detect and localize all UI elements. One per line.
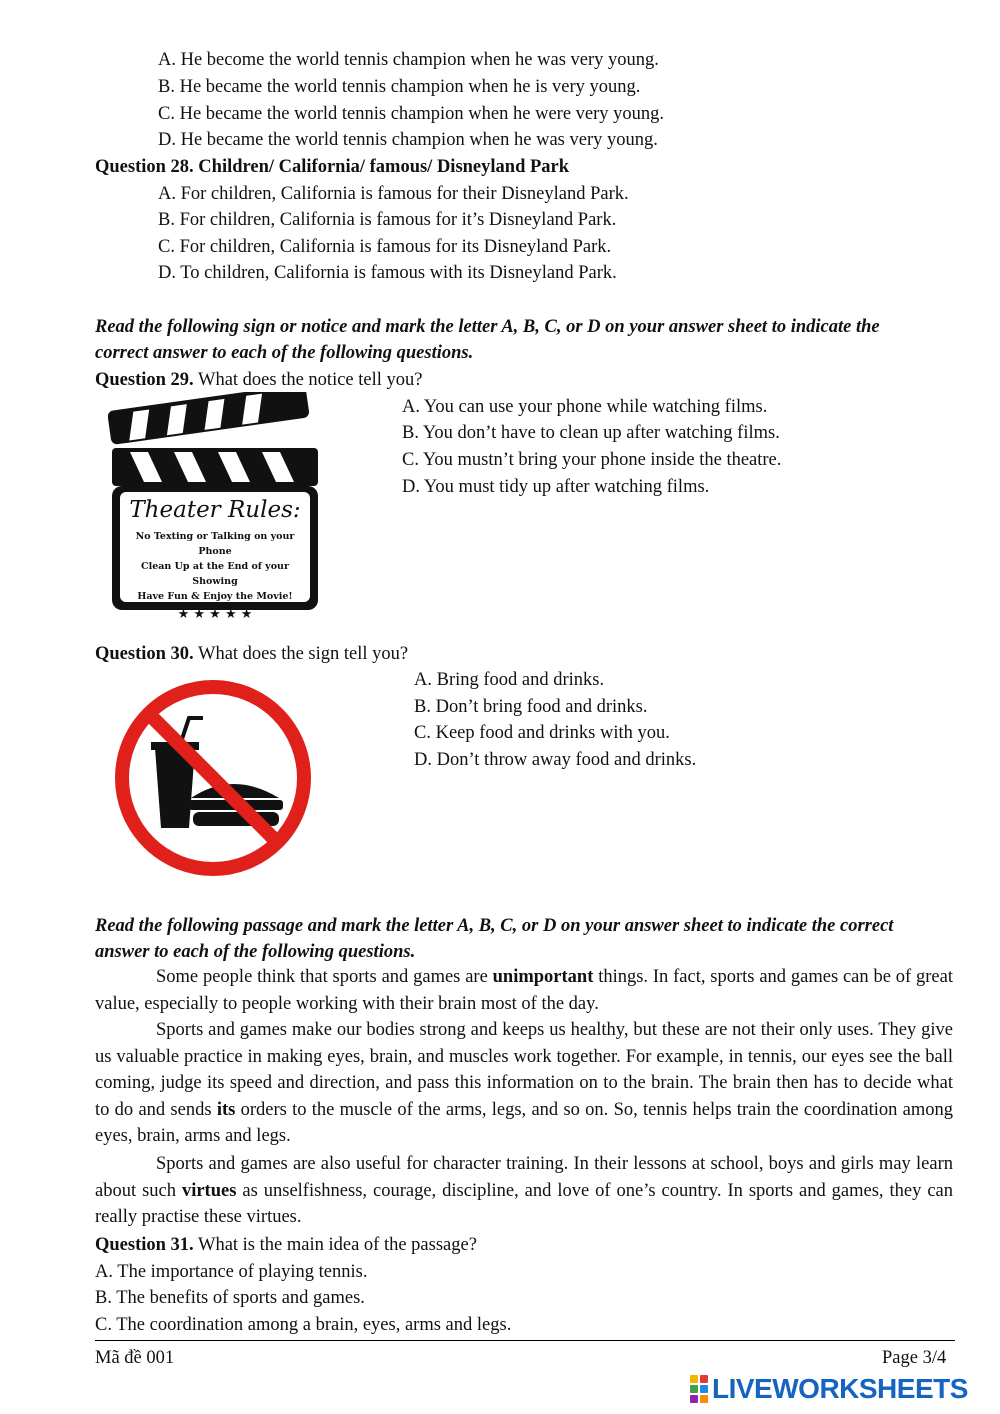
q28-option-c: C. For children, California is famous for its Disneyland Park. <box>158 237 612 257</box>
section1-instruction-line1: Read the following sign or notice and mark the letter A, B, C, or D on your answer sheet to indicate the <box>95 317 880 337</box>
passage-paragraph-1: Some people think that sports and games are unimportant things. In fact, sports and games can be of great value, especially to people working with their brain most of the day. <box>95 967 953 1014</box>
passage-paragraph-2: Sports and games make our bodies strong and keeps us healthy, but these are not their only uses. They give us valuable practice in making eyes, brain, and muscles work together. For example, in tennis, our eyes see the ball coming, judge its speed and direction, and pass this information on to the brain. The brain then has to decide what to do and sends its orders to the muscle of the arms, legs, and so on. So, tennis helps train the coordination among eyes, brain, arms and legs. <box>95 1020 953 1147</box>
q31-text: What is the main idea of the passage? <box>193 1235 477 1255</box>
q30-label: Question 30. <box>95 644 194 664</box>
no-food-drink-icon <box>103 670 323 880</box>
q30-option-a: A. Bring food and drinks. <box>414 670 605 690</box>
q30-option-c: C. Keep food and drinks with you. <box>414 723 670 743</box>
keyword-unimportant: unimportant <box>492 967 594 987</box>
notice-board <box>120 492 310 622</box>
notice-rule-2: Clean Up at the End of your Showing <box>141 561 289 587</box>
q31-option-b: B. The benefits of sports and games. <box>95 1288 365 1308</box>
q29-option-b: B. You don’t have to clean up after watching films. <box>402 423 780 443</box>
liveworksheets-wordmark: LIVEWORKSHEETS <box>712 1373 968 1404</box>
q31-option-c: C. The coordination among a brain, eyes, arms and legs. <box>95 1315 512 1335</box>
notice-rule-3: Have Fun & Enjoy the Movie! <box>137 591 293 602</box>
q30-option-d: D. Don’t throw away food and drinks. <box>414 750 697 770</box>
section2-instruction-line2: answer to each of the following questions. <box>95 942 416 962</box>
q31-label: Question 31. <box>95 1235 194 1255</box>
notice-rule-1: No Texting or Talking on your Phone <box>135 531 295 557</box>
keyword-its: its <box>216 1099 236 1120</box>
q29-option-a: A. You can use your phone while watching films. <box>402 397 768 417</box>
q29-label: Question 29. <box>95 370 194 390</box>
q31-option-a: A. The importance of playing tennis. <box>95 1262 368 1282</box>
keyword-virtues: virtues <box>181 1180 237 1201</box>
q27-option-d: D. He became the world tennis champion when he was very young. <box>158 130 658 150</box>
footer-divider <box>95 1340 955 1341</box>
q31-question <box>95 1234 477 1256</box>
q28-option-a: A. For children, California is famous for their Disneyland Park. <box>158 184 629 204</box>
notice-heading: Theater Rules: <box>129 497 301 523</box>
q27-option-c: C. He became the world tennis champion when he were very young. <box>158 104 665 124</box>
q30-question <box>95 643 408 665</box>
q27-option-b: B. He became the world tennis champion when he is very young. <box>158 77 641 97</box>
notice-stars: ★ ★ ★ ★ ★ <box>177 607 253 622</box>
q29-text: What does the notice tell you? <box>193 370 423 390</box>
q29-option-d: D. You must tidy up after watching films. <box>402 477 710 497</box>
q28-option-d: D. To children, California is famous with its Disneyland Park. <box>158 263 617 283</box>
page-number: Page 3/4 <box>882 1348 947 1368</box>
no-food-drink-sign <box>103 670 323 880</box>
liveworksheets-logo <box>690 1374 968 1404</box>
liveworksheets-logo-icon <box>690 1375 708 1403</box>
section1-instruction-line2: correct answer to each of the following questions. <box>95 343 474 363</box>
q27-option-a: A. He become the world tennis champion when he was very young. <box>158 50 659 70</box>
q30-text: What does the sign tell you? <box>193 644 409 664</box>
exam-code: Mã đề 001 <box>95 1348 175 1368</box>
theater-rules-notice <box>108 392 320 622</box>
q29-question <box>95 369 422 391</box>
q28-title: Question 28. Children/ California/ famous/ Disneyland Park <box>95 157 570 177</box>
section2-instruction-line1: Read the following passage and mark the letter A, B, C, or D on your answer sheet to indicate the correct <box>95 916 894 936</box>
q30-option-b: B. Don’t bring food and drinks. <box>414 697 648 717</box>
passage-paragraph-3: Sports and games are also useful for character training. In their lessons at school, boys and girls may learn about such virtues as unselfishness, courage, discipline, and love of one’s country. In sports and games, they can really practise these virtues. <box>95 1154 953 1228</box>
q28-option-b: B. For children, California is famous for it’s Disneyland Park. <box>158 210 617 230</box>
q29-option-c: C. You mustn’t bring your phone inside the theatre. <box>402 450 782 470</box>
